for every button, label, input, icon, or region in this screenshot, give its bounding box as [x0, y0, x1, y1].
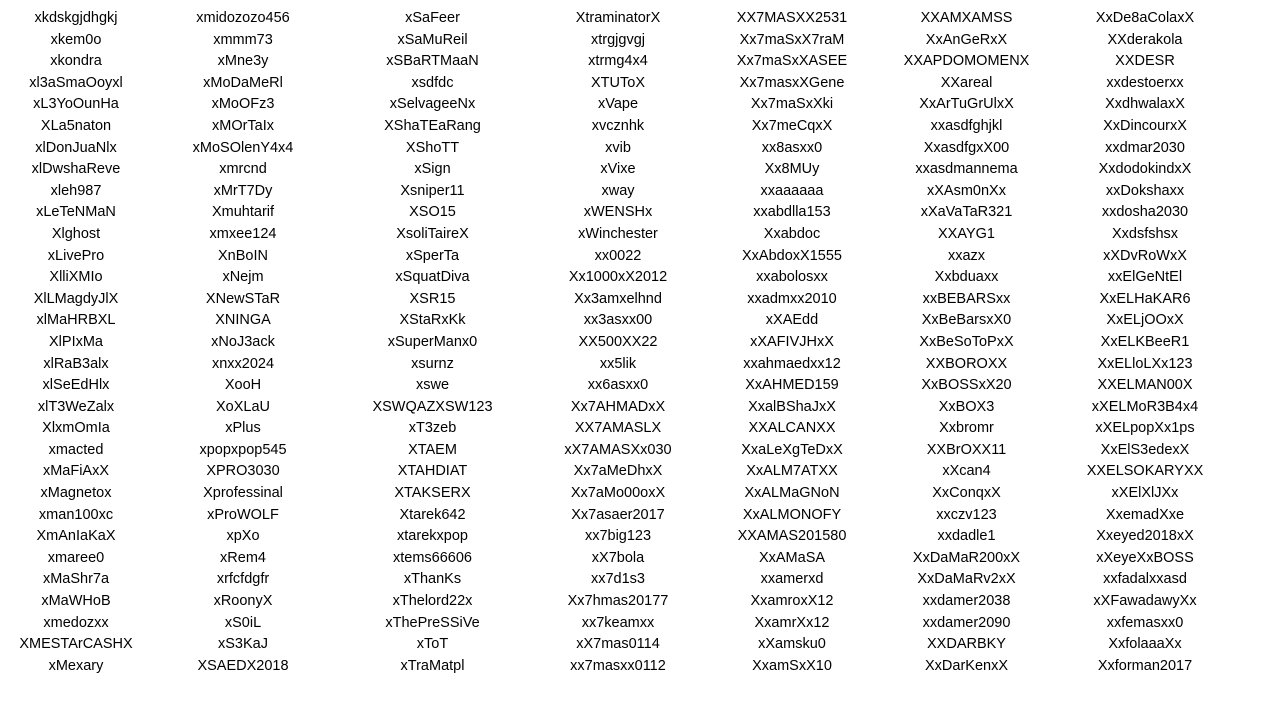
username-cell: xxabdlla153	[753, 204, 831, 221]
username-cell: XShaTEaRang	[384, 117, 481, 134]
username-cell: XxBOSSxX20	[921, 377, 1012, 394]
username-cell: XoXLaU	[215, 398, 270, 415]
username-cell: xRem4	[220, 549, 266, 566]
username-cell: Xxbduaxx	[934, 269, 999, 286]
username-cell: Xxbromr	[939, 420, 994, 437]
username-cell: xThelord22x	[392, 593, 473, 610]
username-cell: XxELKBeeR1	[1100, 333, 1190, 350]
username-cell: xkdskgjdhgkj	[34, 10, 118, 26]
username-cell: Xlghost	[51, 225, 101, 242]
username-cell: xkem0o	[50, 31, 102, 48]
username-cell: xmidozozo456	[196, 10, 290, 26]
username-cell: xTraMatpl	[400, 657, 465, 674]
username-cell: xThePreSSiVe	[385, 614, 480, 631]
username-cell: xXaVaTaR321	[920, 204, 1013, 221]
username-cell: xNoJ3ack	[211, 333, 275, 350]
username-cell: xxBEBARSxx	[922, 290, 1011, 307]
username-cell: XPRO3030	[206, 463, 280, 480]
username-cell: XxBeBarsxX0	[921, 312, 1012, 329]
username-cell: xway	[601, 182, 635, 199]
username-cell: XxELHaKAR6	[1099, 290, 1191, 307]
name-column-3	[334, 8, 531, 677]
username-cell: xSign	[414, 161, 451, 178]
username-cell: xlSeEdHlx	[42, 377, 110, 394]
username-cell: xxadmxx2010	[747, 290, 837, 307]
username-cell: xXElXlJXx	[1111, 485, 1179, 502]
username-cell: xSBaRTMaaN	[386, 53, 479, 70]
username-cell: XxamSxX10	[752, 657, 832, 674]
username-cell: xX7bola	[591, 549, 645, 566]
username-cell: xXELMoR3B4x4	[1091, 398, 1199, 415]
username-cell: XxALM7ATXX	[746, 463, 838, 480]
username-cell: XxDe8aColaxX	[1095, 10, 1195, 26]
username-cell: Xx7maSxXki	[750, 96, 834, 113]
username-cell: xmedozxx	[43, 614, 109, 631]
username-cell: XSWQAZXSW123	[372, 398, 493, 415]
name-column-1	[0, 8, 152, 677]
username-cell: XxalBShaJxX	[748, 398, 836, 415]
username-cell: xxdamer2090	[922, 614, 1011, 631]
username-cell: xsdfdc	[411, 74, 454, 91]
username-cell: xxdosha2030	[1101, 204, 1189, 221]
username-cell: xkondra	[50, 53, 102, 70]
username-cell: xSperTa	[405, 247, 460, 264]
username-cell: xxazx	[947, 247, 986, 264]
username-cell: xMaShr7a	[42, 571, 110, 588]
username-cell: xvib	[605, 139, 631, 156]
username-cell: xx6asxx0	[587, 377, 649, 394]
username-cell: XX7AMASLX	[574, 420, 662, 437]
username-cell: XlPIxMa	[49, 333, 103, 350]
username-cell: XXELMAN00X	[1097, 377, 1193, 394]
username-cell: xmmm73	[213, 31, 273, 48]
username-cell: xXcan4	[942, 463, 991, 480]
username-cell: XxAMaSA	[758, 549, 826, 566]
username-cell: XnBoIN	[218, 247, 268, 264]
username-cell: xMOrTaIx	[211, 117, 275, 134]
username-cell: XX7MASXX2531	[736, 10, 848, 26]
name-column-7	[1054, 8, 1236, 677]
username-cell: XLa5naton	[40, 117, 112, 134]
username-cell: XxDarKenxX	[924, 657, 1008, 674]
username-cell: xXELpopXx1ps	[1095, 420, 1195, 437]
username-cell: xMoSOlenY4x4	[192, 139, 294, 156]
username-cell: xXDvRoWxX	[1103, 247, 1187, 264]
username-cell: xxasdmannema	[915, 161, 1018, 178]
username-cell: xVape	[597, 96, 639, 113]
username-cell: XxDaMaRv2xX	[917, 571, 1016, 588]
username-cell: xMaWHoB	[41, 593, 111, 610]
username-cell: xRoonyX	[213, 593, 273, 610]
username-cell: xMexary	[48, 657, 104, 674]
username-cell: XxDincourxX	[1103, 117, 1187, 134]
username-cell: XxALMONOFY	[742, 506, 842, 523]
username-cell: XsoliTaireX	[396, 225, 469, 242]
username-cell: XxamroxX12	[750, 593, 834, 610]
username-cell: xToT	[416, 636, 449, 653]
username-cell: xXFawadawyXx	[1093, 593, 1197, 610]
username-cell: XlxmOmIa	[42, 420, 110, 437]
username-cell: XXALCANXX	[748, 420, 836, 437]
username-cell: xlDwshaReve	[31, 161, 121, 178]
username-cell: xMagnetox	[40, 485, 112, 502]
username-cell: xl3aSmaOoyxl	[29, 74, 123, 91]
username-cell: Xxforman2017	[1097, 657, 1193, 674]
username-cell: Xx7maSxX7raM	[739, 31, 845, 48]
username-cell: xx7masxx0112	[570, 657, 666, 674]
username-cell: xxDokshaxx	[1105, 182, 1185, 199]
username-cell: XooH	[224, 377, 262, 394]
username-cell: Xx7aMeDhxX	[573, 463, 663, 480]
username-cell: xPlus	[225, 420, 261, 437]
username-cell: XTUToX	[591, 74, 645, 91]
username-cell: Xxdsfshsx	[1111, 225, 1179, 242]
username-cell: XXELSOKARYXX	[1086, 463, 1204, 480]
username-cell: XSAEDX2018	[197, 657, 289, 674]
username-cell: XxElS3edexX	[1100, 441, 1190, 458]
name-column-4	[531, 8, 705, 677]
username-cell: xXAsm0nXx	[927, 182, 1006, 199]
username-cell: xLeTeNMaN	[36, 204, 116, 221]
name-column-6	[879, 8, 1054, 677]
username-cell: XSO15	[409, 204, 456, 221]
username-cell: XxaLeXgTeDxX	[741, 441, 843, 458]
username-cell: XxAnGeRxX	[925, 31, 1008, 48]
username-cell: xx7d1s3	[590, 571, 645, 588]
username-cell: XXAMXAMSS	[920, 10, 1013, 26]
username-cell: XTAKSERX	[394, 485, 471, 502]
username-cell: XxDaMaR200xX	[912, 549, 1021, 566]
username-cell: xman100xc	[38, 506, 114, 523]
username-cell: xx5lik	[599, 355, 637, 372]
username-cell: xtrmg4x4	[588, 53, 648, 70]
username-cell: xWENSHx	[583, 204, 653, 221]
username-cell: xleh987	[50, 182, 102, 199]
username-cell: Xxabdoc	[763, 225, 821, 242]
username-cell: xswe	[415, 377, 450, 394]
username-cell: xxasdfghjkl	[930, 117, 1003, 134]
username-cell: xMaFiAxX	[42, 463, 110, 480]
username-cell: xLivePro	[47, 247, 105, 264]
name-column-5	[705, 8, 879, 677]
username-cell: xrfcfdgfr	[216, 571, 270, 588]
username-cell: Xx1000xX2012	[568, 269, 668, 286]
username-cell: xlMaHRBXL	[36, 312, 116, 329]
username-cell: XTAEM	[408, 441, 457, 458]
username-cell: xX7AMASXx030	[564, 441, 672, 458]
username-cell: Xprofessinal	[203, 485, 283, 502]
username-cell: XmAnIaKaX	[36, 528, 116, 545]
username-cell: XxAbdoxX1555	[742, 247, 842, 264]
name-column-2	[152, 8, 334, 677]
username-cell: xx7big123	[584, 528, 652, 545]
username-cell: xT3zeb	[408, 420, 457, 437]
username-cell: Xmuhtarif	[211, 204, 275, 221]
username-cell: Xx7masxXGene	[739, 74, 845, 91]
username-cell: xSuperManx0	[387, 333, 478, 350]
username-cell: XSR15	[409, 290, 456, 307]
username-cell: xThanKs	[403, 571, 462, 588]
username-cell: xxczv123	[936, 506, 997, 523]
username-cell: xNejm	[222, 269, 264, 286]
username-cell: XXAPDOMOMENX	[903, 53, 1030, 70]
username-cell: xxamerxd	[760, 571, 824, 588]
username-cell: XXareal	[940, 74, 993, 91]
username-cell: XTAHDIAT	[397, 463, 468, 480]
username-cell: XlLMagdyJlX	[33, 290, 119, 307]
username-cell: XXDESR	[1115, 53, 1175, 70]
username-cell: xmacted	[48, 441, 104, 458]
username-cell: xxdamer2038	[922, 593, 1011, 610]
username-cell: Xx7AHMADxX	[570, 398, 666, 415]
username-cell: XStaRxKk	[399, 312, 466, 329]
username-cell: xmaree0	[47, 549, 105, 566]
username-cell: xx7keamxx	[581, 614, 655, 631]
username-cell: xMrT7Dy	[213, 182, 273, 199]
username-cell: XShoTT	[405, 139, 460, 156]
username-cell: Xx7asaer2017	[571, 506, 665, 523]
username-cell: xSaMuReil	[397, 31, 468, 48]
username-cell: xSquatDiva	[395, 269, 470, 286]
username-cell: XxELloLXx123	[1097, 355, 1193, 372]
username-cell: xlRaB3alx	[43, 355, 109, 372]
username-cell: xS3KaJ	[218, 636, 268, 653]
username-cell: XxAHMED159	[745, 377, 839, 394]
username-cell: XXBOROXX	[925, 355, 1008, 372]
username-cell: XtraminatorX	[575, 10, 661, 26]
username-cell: XMESTArCASHX	[19, 636, 133, 653]
username-cell: XxBOX3	[938, 398, 995, 415]
username-cell: XxALMaGNoN	[744, 485, 840, 502]
username-cell: XXBrOXX11	[926, 441, 1007, 458]
username-cell: xtrgjgvgj	[591, 31, 645, 48]
username-cell: xMoDaMeRl	[203, 74, 283, 91]
username-cell: xxdadle1	[937, 528, 996, 545]
username-cell: XxdhwalaxX	[1105, 96, 1185, 113]
username-cell: xL3YoOunHa	[33, 96, 119, 113]
username-cell: Xx8MUy	[764, 161, 820, 178]
username-cell: Xsniper11	[400, 182, 465, 199]
username-cell: xx3asxx00	[583, 312, 653, 329]
username-cell: XlliXMIo	[49, 269, 103, 286]
username-cell: xpopxpop545	[199, 441, 287, 458]
username-cell: xXAFIVJHxX	[750, 333, 834, 350]
username-cell: Xx7hmas20177	[567, 593, 669, 610]
username-cell: xsurnz	[411, 355, 454, 372]
username-cell: Xx7maSxXASEE	[736, 53, 848, 70]
username-cell: xmrcnd	[219, 161, 267, 178]
username-cell: Xx3amxelhnd	[574, 290, 662, 307]
username-cell: xXamsku0	[758, 636, 826, 653]
username-cell: XxBeSoToPxX	[919, 333, 1014, 350]
username-cell: xXAEdd	[765, 312, 819, 329]
username-cell: xnxx2024	[211, 355, 275, 372]
username-cell: XNINGA	[215, 312, 271, 329]
username-cell: Xx7aMo00oxX	[570, 485, 666, 502]
username-cell: xProWOLF	[207, 506, 279, 523]
username-cell: xxdestoerxx	[1106, 74, 1184, 91]
username-cell: xxElGeNtEl	[1107, 269, 1183, 286]
username-cell: xMoOFz3	[211, 96, 275, 113]
username-cell: xmxee124	[209, 225, 277, 242]
username-grid	[0, 8, 1280, 677]
username-cell: xxfemasxx0	[1106, 614, 1184, 631]
username-cell: xVixe	[600, 161, 636, 178]
username-cell: XxArTuGrUlxX	[919, 96, 1014, 113]
username-cell: xpXo	[226, 528, 260, 545]
username-cell: xxahmaedxx12	[743, 355, 841, 372]
username-cell: xxabolosxx	[756, 269, 828, 286]
username-cell: XxemadXxe	[1105, 506, 1185, 523]
username-cell: xSaFeer	[405, 10, 460, 26]
username-cell: xx0022	[594, 247, 642, 264]
username-cell: xtarekxpop	[397, 528, 468, 545]
username-cell: Xtarek642	[399, 506, 466, 523]
username-cell: XX500XX22	[578, 333, 658, 350]
username-cell: xWinchester	[578, 225, 658, 242]
username-cell: xSelvageeNx	[389, 96, 476, 113]
username-cell: XxamrXx12	[754, 614, 830, 631]
username-cell: Xx7meCqxX	[751, 117, 833, 134]
username-cell: XxConqxX	[932, 485, 1001, 502]
username-cell: XXAYG1	[938, 225, 995, 242]
username-cell: XNewSTaR	[205, 290, 281, 307]
username-cell: XxfolaaaXx	[1108, 636, 1182, 653]
username-cell: xMne3y	[217, 53, 269, 70]
username-cell: xlT3WeZalx	[37, 398, 115, 415]
username-cell: xS0iL	[224, 614, 262, 631]
username-cell: xtems66606	[393, 549, 472, 566]
username-cell: XxELjOOxX	[1106, 312, 1184, 329]
username-cell: xxdmar2030	[1105, 139, 1185, 156]
username-cell: xX7mas0114	[576, 636, 660, 653]
username-cell: xxaaaaaa	[760, 182, 824, 199]
username-cell: xvcznhk	[591, 117, 645, 134]
username-cell: XxasdfgxX00	[923, 139, 1010, 156]
username-cell: Xxeyed2018xX	[1096, 528, 1194, 545]
username-cell: XXderakola	[1107, 31, 1183, 48]
username-cell: xxfadalxxasd	[1103, 571, 1187, 588]
username-cell: XxdodokindxX	[1098, 161, 1192, 178]
username-cell: xx8asxx0	[761, 139, 823, 156]
username-cell: XXDARBKY	[927, 636, 1006, 653]
username-cell: XXAMAS201580	[737, 528, 847, 545]
username-cell: xlDonJuaNlx	[35, 139, 117, 156]
username-cell: xXeyeXxBOSS	[1096, 549, 1194, 566]
